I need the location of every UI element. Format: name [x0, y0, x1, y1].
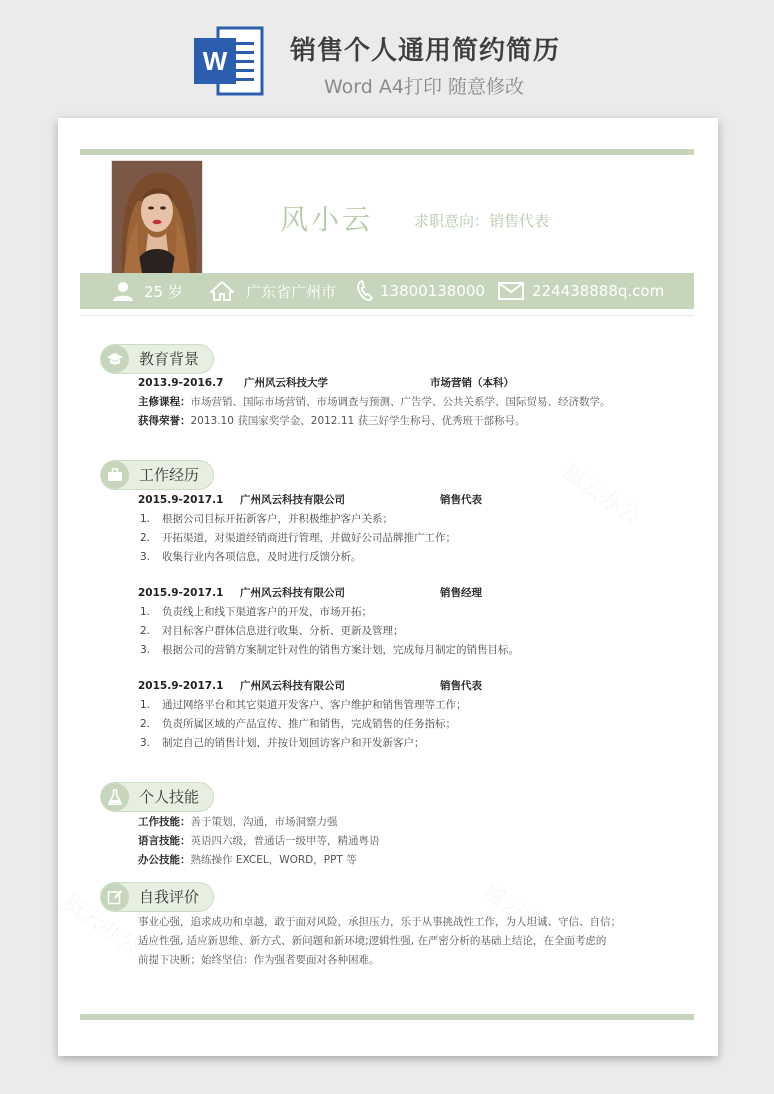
- briefcase-icon: [101, 461, 129, 489]
- age-text: 25 岁: [144, 282, 183, 301]
- job-duty-text: 负责线上和线下渠道客户的开发，市场开拓；: [162, 606, 372, 618]
- skill-label: 工作技能：: [138, 816, 191, 828]
- job-role: 销售经理: [440, 587, 482, 599]
- flask-icon: [101, 783, 129, 811]
- job-period: 2015.9-2017.1: [138, 680, 224, 692]
- resume-page: [58, 118, 718, 1056]
- job-company: 广州风云科技有限公司: [240, 587, 345, 599]
- job-duty-text: 根据公司目标开拓新客户，并积极维护客户关系；: [162, 513, 393, 525]
- bottom-accent-bar: [80, 1014, 694, 1020]
- skill-item: [138, 853, 357, 867]
- word-icon-letter: W: [202, 46, 228, 76]
- job-duty: 2. 对目标客户群体信息进行收集、分析、更新及管理；: [140, 625, 404, 637]
- section-title: 个人技能: [139, 788, 200, 806]
- location-item: [210, 273, 336, 309]
- home-icon: [210, 281, 234, 301]
- job-duty: 1. 通过网络平台和其它渠道开发客户、客户维护和销售管理等工作；: [140, 699, 467, 711]
- skill-label: 办公技能：: [138, 854, 191, 866]
- job-period: 2015.9-2017.1: [138, 587, 224, 599]
- profile-photo: [111, 160, 203, 274]
- skill-item: [138, 834, 380, 848]
- job-role: 销售代表: [440, 680, 482, 692]
- job-period: 2015.9-2017.1: [138, 494, 224, 506]
- self-eval-line: 事业心强，追求成功和卓越，敢于面对风险，承担压力，乐于从事挑战性工作，为人坦诚、守信、自信；: [138, 916, 621, 928]
- job-duty-text: 制定自己的销售计划，并按计划回访客户和开发新客户；: [162, 737, 425, 749]
- courses-text: 市场营销、国际市场营销、市场调查与预测、广告学、公共关系学、国际贸易、经济数学。: [190, 396, 611, 408]
- age-item: [112, 273, 183, 309]
- graduation-cap-icon: [101, 345, 129, 373]
- self-eval-line: 适应性强, 适应新思维、新方式、新问题和新环境;逻辑性强, 在严密分析的基础上结论，在全面考虑的: [138, 935, 607, 947]
- job-duty: 2. 开拓渠道，对渠道经销商进行管理，并做好公司品牌推广工作；: [140, 532, 456, 544]
- education-major: 市场营销（本科）: [430, 377, 514, 389]
- phone-text: 13800138000: [380, 282, 485, 300]
- section-title: 工作经历: [139, 466, 200, 484]
- job-duty-text: 开拓渠道，对渠道经销商进行管理，并做好公司品牌推广工作；: [162, 532, 456, 544]
- divider: [80, 315, 694, 316]
- job-duty-text: 通过网络平台和其它渠道开发客户、客户维护和销售管理等工作；: [162, 699, 467, 711]
- education-period: 2013.9-2016.7: [138, 377, 224, 389]
- phone-icon: [356, 280, 374, 302]
- job-duty: 1. 负责线上和线下渠道客户的开发，市场开拓；: [140, 606, 372, 618]
- banner-title: 销售个人通用简约简历: [290, 36, 561, 66]
- section-title: 教育背景: [139, 350, 200, 368]
- honors-text: 2013.10 获国家奖学金、2012.11 获三好学生称号、优秀班干部称号。: [190, 415, 526, 427]
- job-intent: 求职意向：销售代表: [414, 212, 550, 230]
- job-duty-text: 收集行业内各项信息，及时进行反馈分析。: [162, 551, 362, 563]
- education-honors: [138, 414, 526, 428]
- job-company: 广州风云科技有限公司: [240, 680, 345, 692]
- job-duty-text: 负责所属区域的产品宣传、推广和销售，完成销售的任务指标；: [162, 718, 456, 730]
- watermark: [557, 456, 647, 532]
- user-icon: [112, 281, 134, 301]
- page-banner: [0, 0, 774, 112]
- edit-icon: [101, 883, 129, 911]
- mail-icon: [498, 282, 524, 300]
- word-document-icon: [192, 24, 266, 98]
- job-duty: 1. 根据公司目标开拓新客户，并积极维护客户关系；: [140, 513, 393, 525]
- location-text: 广东省广州市: [246, 282, 337, 301]
- job-duty: 3. 根据公司的营销方案制定针对性的销售方案计划，完成每月制定的销售目标。: [140, 644, 519, 656]
- skill-value: 善于策划，沟通，市场洞察力强: [190, 816, 338, 828]
- job-duty: 3. 制定自己的销售计划，并按计划回访客户和开发新客户；: [140, 737, 425, 749]
- skill-value: 英语四六级，普通话一级甲等，精通粤语: [190, 835, 380, 847]
- skill-value: 熟练操作 EXCEL，WORD，PPT 等: [190, 854, 357, 866]
- job-company: 广州风云科技有限公司: [240, 494, 345, 506]
- candidate-name: 风小云: [280, 203, 374, 236]
- job-duty-text: 根据公司的营销方案制定针对性的销售方案计划，完成每月制定的销售目标。: [162, 644, 519, 656]
- job-duty: 3. 收集行业内各项信息，及时进行反馈分析。: [140, 551, 362, 563]
- job-role: 销售代表: [440, 494, 482, 506]
- contact-info-bar: [80, 273, 694, 309]
- job-duty: 2. 负责所属区域的产品宣传、推广和销售，完成销售的任务指标；: [140, 718, 456, 730]
- phone-item: [356, 273, 485, 309]
- email-item: [498, 273, 664, 309]
- courses-label: 主修课程：: [138, 396, 191, 408]
- skill-item: [138, 815, 338, 829]
- section-title: 自我评价: [139, 888, 200, 906]
- email-text: 224438888q.com: [532, 282, 665, 300]
- skill-label: 语言技能：: [138, 835, 191, 847]
- banner-subtitle: Word A4打印 随意修改: [324, 76, 525, 98]
- self-eval-line: 前提下决断；始终坚信：作为强者要面对各种困难。: [138, 954, 380, 966]
- job-duty-text: 对目标客户群体信息进行收集、分析、更新及管理；: [162, 625, 404, 637]
- honors-label: 获得荣誉：: [138, 415, 191, 427]
- top-accent-bar: [80, 149, 694, 155]
- education-school: 广州风云科技大学: [244, 377, 328, 389]
- education-courses: [138, 395, 611, 409]
